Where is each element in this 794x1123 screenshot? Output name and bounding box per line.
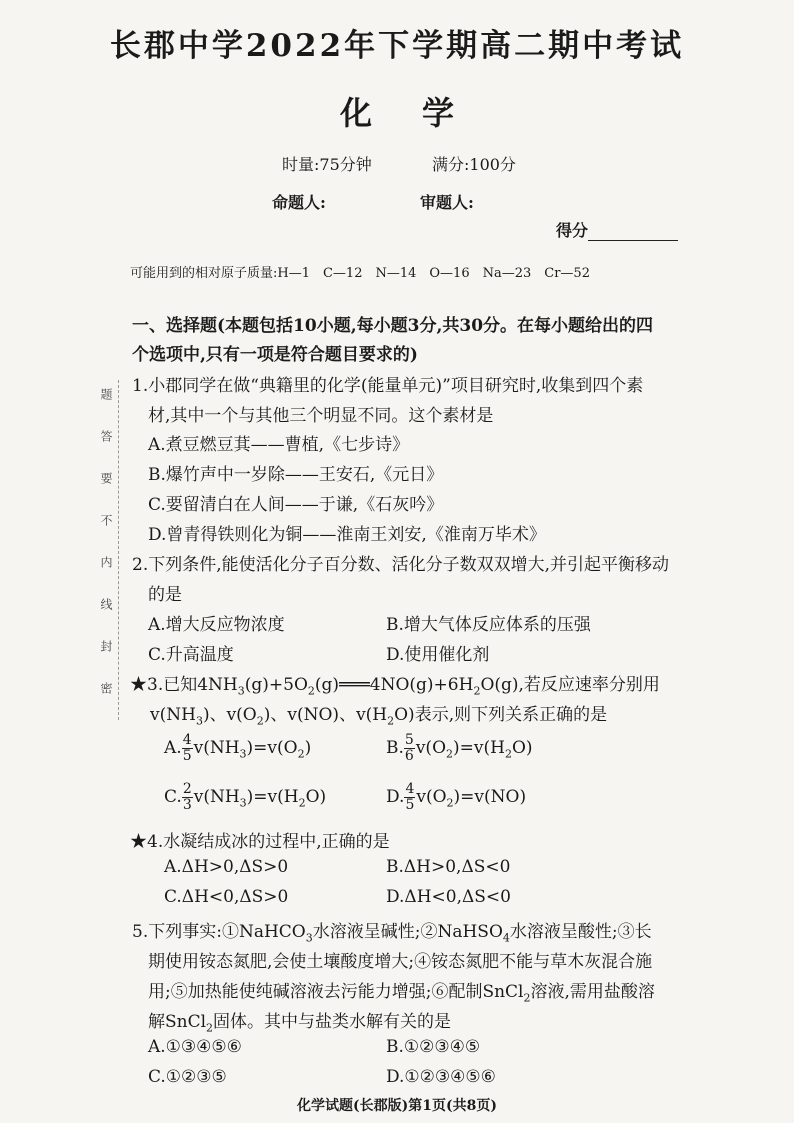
q1-option-c: C.要留清白在人间——于谦,《石灰吟》: [148, 495, 444, 515]
q5-stem-line1: 5.下列事实:①NaHCO$_3$水溶液呈碱性;②NaHSO$_4$水溶液呈酸性;③长: [132, 922, 652, 945]
time-label: 时量:75分钟: [282, 155, 372, 174]
fraction: $\frac{5}{6}$: [404, 732, 414, 764]
q2-option-d: D.使用催化剂: [386, 645, 490, 665]
q5-option-a: A.①③④⑤⑥: [148, 1037, 242, 1057]
q2-option-a: A.增大反应物浓度: [148, 615, 285, 635]
reviewer-label: 审题人:: [420, 193, 474, 212]
fraction: $\frac{4}{5}$: [405, 781, 415, 813]
school-exam-title: 长郡中学2022年下学期高二期中考试: [109, 28, 685, 64]
q1-option-a: A.煮豆燃豆萁——曹植,《七步诗》: [148, 435, 410, 455]
q1-stem-line2: 材,其中一个与其他三个明显不同。这个素材是: [148, 406, 494, 426]
q2-option-b: B.增大气体反应体系的压强: [386, 615, 591, 635]
q3-option-c: C. $\frac{2}{3}$ $v(NH_3)=v(H_2O)$: [164, 781, 327, 813]
side-char-4: 不: [99, 514, 113, 526]
side-char-3: 要: [99, 472, 113, 484]
fraction: $\frac{4}{5}$: [182, 732, 192, 764]
side-char-5: 内: [99, 556, 113, 568]
q1-option-b: B.爆竹声中一岁除——王安石,《元日》: [148, 465, 444, 485]
q3-option-b: B. $\frac{5}{6}$ $v(O_2)=v(H_2O)$: [386, 732, 533, 764]
page-footer: 化学试题(长郡版)第1页(共8页): [297, 1098, 497, 1114]
full-score-label: 满分:100分: [432, 155, 516, 174]
section-title-line1: 一、选择题(本题包括10小题,每小题3分,共30分。在每小题给出的四: [132, 316, 654, 336]
side-char-1: 题: [99, 388, 113, 400]
q2-stem-line2: 的是: [148, 585, 182, 605]
q2-stem-line1: 2.下列条件,能使活化分子百分数、活化分子数双双增大,并引起平衡移动: [132, 555, 670, 575]
q3-stem-line1: ★3.已知$4NH_3(g)+5O_2(g)═══4NO(g)+6H_2O(g)$,若反应速率分别用: [130, 675, 660, 698]
q3-option-d: D. $\frac{4}{5}$ $v(O_2)=v(NO)$: [386, 781, 527, 813]
q3-stem-line2: $v(NH_3)$、$v(O_2)$、v(NO)、$v(H_2O)$表示,则下列关系正确的是: [150, 705, 608, 728]
atomic-masses: 可能用到的相对原子质量:H—1 C—12 N—14 O—16 Na—23 Cr—52: [130, 266, 590, 281]
star-mark: ★: [130, 675, 147, 695]
q4-stem: ★4.水凝结成冰的过程中,正确的是: [130, 832, 390, 852]
q5-stem-line4: 解SnCl$_2$固体。其中与盐类水解有关的是: [148, 1012, 452, 1035]
q1-option-d: D.曾青得铁则化为铜——淮南王刘安,《淮南万毕术》: [148, 525, 546, 545]
q2-option-c: C.升高温度: [148, 645, 234, 665]
q4-option-c: C.ΔH<0,ΔS>0: [164, 887, 289, 907]
q5-stem-line3: 用;⑤加热能使纯碱溶液去污能力增强;⑥配制SnCl$_2$溶液,需用盐酸溶: [148, 982, 655, 1005]
q4-option-d: D.ΔH<0,ΔS<0: [386, 887, 511, 907]
q4-option-b: B.ΔH>0,ΔS<0: [386, 857, 511, 877]
q3-option-a: A. $\frac{4}{5}$ $v(NH_3)=v(O_2)$: [164, 732, 312, 764]
q1-stem-line1: 1.小郡同学在做“典籍里的化学(能量单元)”项目研究时,收集到四个素: [132, 376, 644, 396]
subject-title: 化学: [339, 94, 504, 132]
side-char-6: 线: [99, 598, 113, 610]
q5-option-d: D.①②③④⑤⑥: [386, 1067, 496, 1087]
score-field: [556, 218, 678, 241]
q5-option-c: C.①②③⑤: [148, 1067, 227, 1087]
side-char-7: 封: [99, 640, 113, 652]
star-mark: ★: [130, 832, 147, 852]
q5-option-b: B.①②③④⑤: [386, 1037, 481, 1057]
side-char-2: 答: [99, 430, 113, 442]
q5-stem-line2: 期使用铵态氮肥,会使土壤酸度增大;④铵态氮肥不能与草木灰混合施: [148, 952, 653, 972]
section-title-line2: 个选项中,只有一项是符合题目要求的): [132, 345, 418, 365]
author-label: 命题人:: [272, 193, 326, 212]
score-label: 得分: [556, 221, 589, 240]
fraction: $\frac{2}{3}$: [182, 781, 192, 813]
score-blank: [588, 224, 678, 241]
side-char-8: 密: [99, 682, 113, 694]
binding-line: [118, 380, 119, 720]
q4-option-a: A.ΔH>0,ΔS>0: [164, 857, 289, 877]
